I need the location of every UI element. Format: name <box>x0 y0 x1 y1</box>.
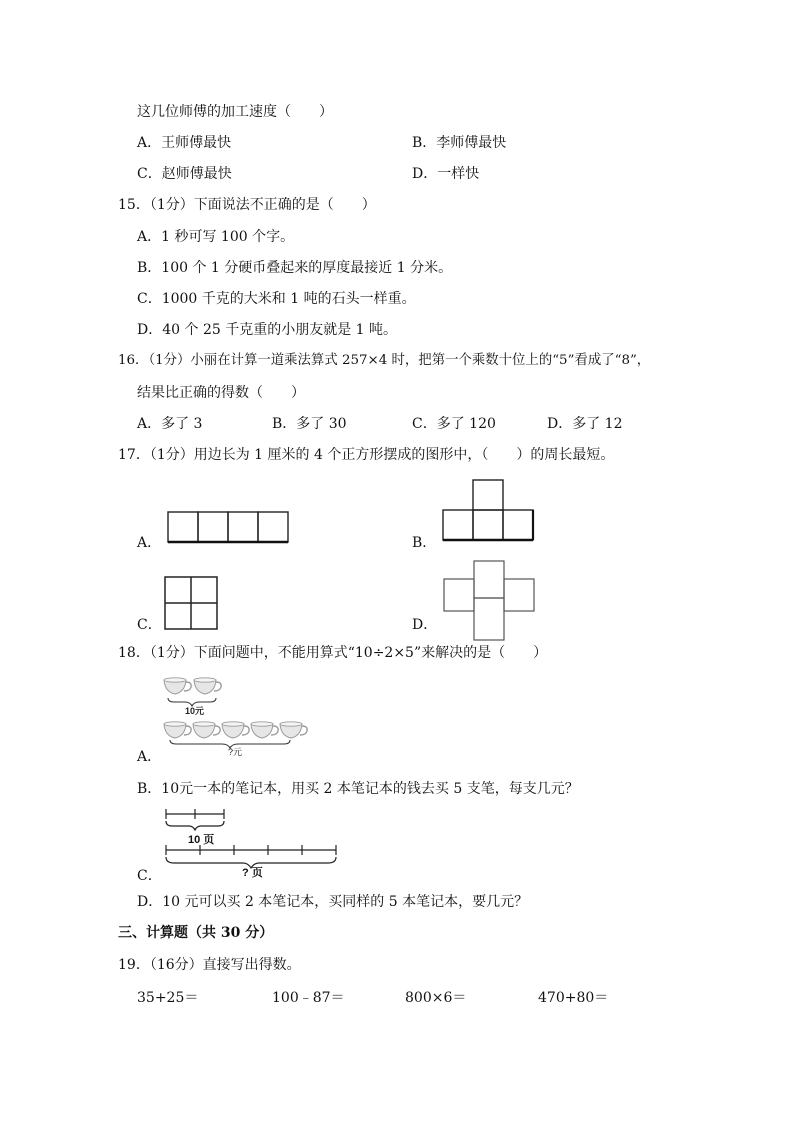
q18-a-price-label: 10元 <box>185 706 205 716</box>
q18-option-c[interactable]: C． <box>137 868 162 884</box>
q18-option-b[interactable]: B．10元一本的笔记本，用买 2 本笔记本的钱去买 5 支笔，每支几元？ <box>137 781 579 797</box>
cup-icon <box>194 678 221 694</box>
q18-c-top-label: 10 页 <box>188 834 215 846</box>
q16-option-c[interactable]: C．多了 120 <box>412 416 496 432</box>
q19-item-4: 470+80＝ <box>538 990 609 1006</box>
q17-figure-d[interactable] <box>442 560 538 642</box>
q18-option-a[interactable]: A． <box>137 749 162 765</box>
q18-c-bottom-label: ? 页 <box>242 867 263 879</box>
q18-figure-c-segments <box>162 806 342 878</box>
q19-item-2: 100﹣87＝ <box>272 990 345 1006</box>
q15-option-c[interactable]: C．1000 千克的大米和 1 吨的石头一样重。 <box>137 291 416 307</box>
q17-figure-b[interactable] <box>442 478 538 542</box>
cup-icon <box>164 678 191 694</box>
cup-icon <box>193 722 220 738</box>
q16-stem: 16．（1分）小丽在计算一道乘法算式 257×4 时，把第一个乘数十位上的“5”看成了“8”， <box>118 353 651 368</box>
q17-option-c[interactable]: C． <box>137 617 162 633</box>
q16-option-a[interactable]: A．多了 3 <box>137 416 203 432</box>
q16-option-d[interactable]: D．多了 12 <box>547 416 623 432</box>
cup-icon <box>251 722 278 738</box>
q16-stem-line2: 结果比正确的得数（ ） <box>137 385 305 401</box>
q15-option-a[interactable]: A．1 秒可写 100 个字。 <box>137 229 295 245</box>
q14-option-d[interactable]: D．一样快 <box>412 166 480 182</box>
q15-option-d[interactable]: D．40 个 25 千克重的小朋友就是 1 吨。 <box>137 322 398 338</box>
cup-icon <box>222 722 249 738</box>
cup-icon <box>280 722 307 738</box>
q14-option-b[interactable]: B．李师傅最快 <box>412 135 507 151</box>
cup-icon <box>164 722 191 738</box>
q18-stem: 18．（1分）下面问题中，不能用算式“10÷2×5”来解决的是（ ） <box>118 645 548 661</box>
q18-figure-a-cups <box>160 672 310 757</box>
q17-stem: 17．（1分）用边长为 1 厘米的 4 个正方形摆成的图形中，（ ）的周长最短。 <box>118 447 615 463</box>
q17-option-a[interactable]: A． <box>137 535 162 551</box>
q19-item-3: 800×6＝ <box>405 990 467 1006</box>
q19-stem: 19．（16分）直接写出得数。 <box>118 957 301 973</box>
q14-option-c[interactable]: C．赵师傅最快 <box>137 166 232 182</box>
q17-option-d[interactable]: D． <box>412 617 438 633</box>
q19-item-1: 35+25＝ <box>137 990 199 1006</box>
section-3-heading: 三、计算题（共 30 分） <box>118 925 274 941</box>
q17-figure-c[interactable] <box>164 576 220 632</box>
q14-option-a[interactable]: A．王师傅最快 <box>137 135 232 151</box>
q18-option-d[interactable]: D．10 元可以买 2 本笔记本，买同样的 5 本笔记本，要几元？ <box>137 894 529 910</box>
q16-option-b[interactable]: B．多了 30 <box>272 416 347 432</box>
q17-option-b[interactable]: B． <box>412 535 437 551</box>
q15-stem: 15．（1分）下面说法不正确的是（ ） <box>118 197 376 213</box>
q18-a-question-label: ?元 <box>228 747 243 757</box>
q15-option-b[interactable]: B．100 个 1 分硬币叠起来的厚度最接近 1 分米。 <box>137 260 453 276</box>
q14-stem-tail: 这几位师傅的加工速度（ ） <box>137 104 333 120</box>
q17-figure-a[interactable] <box>167 510 291 544</box>
